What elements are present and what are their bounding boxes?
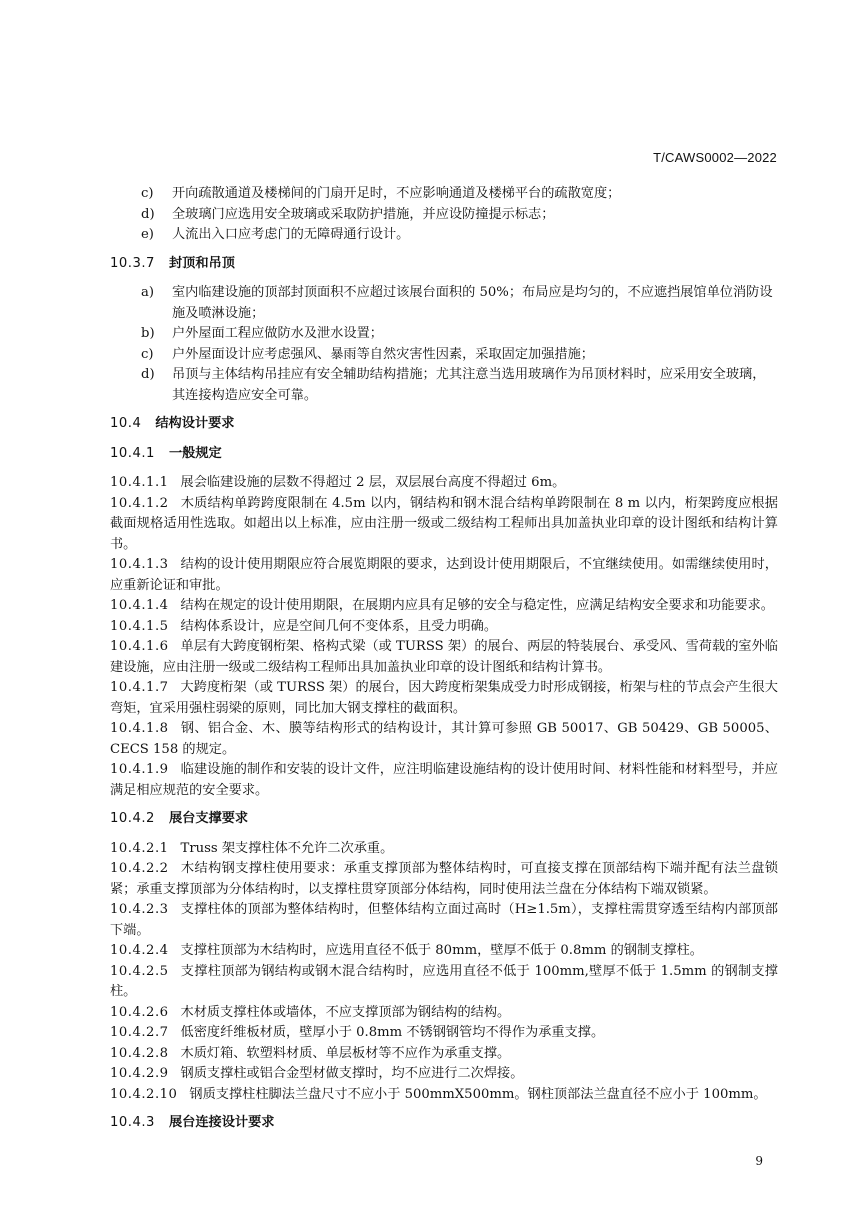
clause-number: 10.4.2.1: [110, 840, 169, 856]
clause-number: 10.4.2.6: [110, 1004, 169, 1020]
clause-paragraph: [110, 596, 778, 617]
list-item: [141, 365, 778, 406]
clause-paragraph: [110, 1085, 778, 1106]
clause-text: 木结构钢支撑柱使用要求：承重支撑顶部为整体结构时，可直接支撑在顶部结构下端并配有法兰盘锁紧；承重支撑顶部为分体结构时，以支撑柱贯穿顶部分体结构，同时使用法兰盘在分体结构下端双锁紧。: [110, 861, 778, 897]
clause-text: 支撑柱体的顶部为整体结构时，但整体结构立面过高时（H≥1.5m），支撑柱需贯穿透至结构内部顶部下端。: [110, 902, 778, 938]
clause-paragraph: [110, 900, 778, 941]
section-number: 10.4.1: [110, 445, 155, 461]
section-heading-10-4-2: [110, 809, 778, 830]
list-marker: c): [141, 186, 154, 201]
clause-number: 10.4.2.4: [110, 943, 169, 958]
clause-paragraph: [110, 941, 778, 962]
clause-paragraph: [110, 494, 778, 556]
list-item: [141, 205, 778, 226]
clause-paragraph: [110, 962, 778, 1003]
list-item-text: 室内临建设施的顶部封顶面积不应超过该展台面积的 50%；布局应是均匀的，不应遮挡展馆单位消防设施及喷淋设施；: [172, 285, 773, 321]
clause-number: 10.4.1.8: [110, 721, 169, 736]
list-item: [141, 345, 778, 366]
section-title: 封顶和吊顶: [168, 255, 235, 271]
section-number: 10.4: [110, 416, 142, 431]
clause-text: 支撑柱顶部为木结构时，应选用直径不低于 80mm，壁厚不低于 0.8mm 的钢制支撑柱。: [180, 943, 703, 958]
list-item: [141, 184, 778, 205]
section-heading-10-4-3: [110, 1113, 778, 1134]
clause-text: 钢、铝合金、木、膜等结构形式的结构设计，其计算可参照 GB 50017、GB 50429、GB 50005、CECS 158 的规定。: [110, 721, 778, 757]
clause-text: 钢质支撑柱或铝合金型材做支撑时，均不应进行二次焊接。: [180, 1066, 524, 1081]
clause-number: 10.4.1.1: [110, 475, 169, 490]
clause-number: 10.4.2.9: [110, 1066, 169, 1081]
clause-paragraph: [110, 1003, 778, 1024]
clause-text: 木质结构单跨跨度限制在 4.5m 以内，钢结构和钢木混合结构单跨限制在 8 m 以内，桁架跨度应根据截面规格适用性选取。如超出以上标准，应由注册一级或二级结构工程师出具加盖执业印章的设计图纸和结构计算书。: [110, 495, 778, 552]
clause-text: 临建设施的制作和安装的设计文件，应注明临建设施结构的设计使用时间、材料性能和材料型号，并应满足相应规范的安全要求。: [110, 762, 778, 798]
body-text: [110, 184, 778, 1143]
clause-number: 10.4.1.9: [110, 762, 169, 777]
clause-number: 10.4.2.3: [110, 902, 169, 917]
clause-text: 低密度纤维板材质，壁厚小于 0.8mm 不锈钢钢管均不得作为承重支撑。: [180, 1025, 605, 1040]
clause-number: 10.4.2.8: [110, 1045, 169, 1061]
clauses-general-rules: [110, 473, 778, 801]
clause-text: 结构的设计使用期限应符合展览期限的要求，达到设计使用期限后，不宜继续使用。如需继续使用时，应重新论证和审批。: [110, 557, 778, 593]
document-code: T/CAWS0002—2022: [653, 150, 777, 165]
clause-paragraph: [110, 473, 778, 494]
list-marker: c): [141, 346, 154, 362]
section-title: 展台支撑要求: [168, 811, 249, 826]
clause-number: 10.4.1.4: [110, 598, 169, 613]
clause-paragraph: [110, 555, 778, 596]
list-door-requirements: [110, 184, 778, 246]
clause-number: 10.4.2.5: [110, 963, 169, 979]
section-title: 结构设计要求: [155, 416, 235, 431]
clause-number: 10.4.1.2: [110, 495, 169, 511]
clause-number: 10.4.2.7: [110, 1025, 169, 1040]
list-item-text: 吊顶与主体结构吊挂应有安全辅助结构措施；尤其注意当选用玻璃作为吊顶材料时，应采用安全玻璃，其连接构造应安全可靠。: [172, 367, 766, 403]
list-marker: d): [141, 367, 155, 382]
clause-text: 结构体系设计，应是空间几何不变体系，且受力明确。: [180, 618, 498, 634]
clause-text: Truss 架支撑柱体不允许二次承重。: [180, 840, 394, 856]
section-number: 10.3.7: [110, 255, 155, 271]
clause-number: 10.4.1.5: [110, 618, 169, 634]
list-item-text: 户外屋面设计应考虑强风、暴雨等自然灾害性因素，采取固定加强措施；: [172, 346, 594, 362]
section-number: 10.4.2: [110, 811, 155, 826]
clauses-booth-support: [110, 839, 778, 1106]
list-item-text: 全玻璃门应选用安全玻璃或采取防护措施，并应设防撞提示标志；: [172, 206, 555, 222]
list-item: [141, 225, 778, 246]
list-item-text: 开向疏散通道及楼梯间的门扇开足时，不应影响通道及楼梯平台的疏散宽度；: [172, 186, 621, 201]
list-ceiling-requirements: [110, 283, 778, 406]
section-heading-10-4-1: [110, 444, 778, 465]
clause-paragraph: [110, 617, 778, 638]
clause-text: 单层有大跨度钢桁架、格构式梁（或 TURSS 架）的展台、两层的特装展台、承受风、雪荷载的室外临建设施，应由注册一级或二级结构工程师出具加盖执业印章的设计图纸和结构计算书。: [110, 639, 778, 675]
list-marker: d): [141, 206, 155, 222]
clause-paragraph: [110, 839, 778, 860]
clause-paragraph: [110, 678, 778, 719]
list-marker: e): [141, 227, 154, 242]
clause-number: 10.4.1.7: [110, 680, 169, 695]
section-number: 10.4.3: [110, 1115, 155, 1130]
list-item-text: 人流出入口应考虑门的无障碍通行设计。: [172, 227, 410, 242]
clause-paragraph: [110, 719, 778, 760]
clause-paragraph: [110, 859, 778, 900]
list-marker: a): [141, 285, 155, 300]
list-marker: b): [141, 326, 155, 341]
clause-number: 10.4.2.2: [110, 861, 169, 876]
section-title: 一般规定: [168, 445, 222, 461]
clause-paragraph: [110, 637, 778, 678]
clause-text: 结构在规定的设计使用期限，在展期内应具有足够的安全与稳定性，应满足结构安全要求和功能要求。: [180, 598, 774, 613]
clause-number: 10.4.2.10: [110, 1086, 178, 1102]
list-item: [141, 283, 778, 324]
section-title: 展台连接设计要求: [168, 1115, 275, 1130]
clause-text: 展会临建设施的层数不得超过 2 层，双层展台高度不得超过 6m。: [180, 475, 566, 490]
clause-text: 钢质支撑柱柱脚法兰盘尺寸不应小于 500mmX500mm。钢柱顶部法兰盘直径不应小于 100mm。: [189, 1086, 767, 1102]
clause-paragraph: [110, 760, 778, 801]
section-heading-10-4: [110, 414, 778, 435]
section-heading-10-3-7: [110, 254, 778, 275]
clause-number: 10.4.1.3: [110, 557, 169, 572]
clause-text: 木质灯箱、软塑料材质、单层板材等不应作为承重支撑。: [180, 1045, 511, 1061]
clause-text: 大跨度桁架（或 TURSS 架）的展台，因大跨度桁架集成受力时形成钢接，桁架与柱的节点会产生很大弯矩，宜采用强柱弱梁的原则，同比加大钢支撑柱的截面积。: [110, 680, 778, 716]
clause-text: 木材质支撑柱体或墙体，不应支撑顶部为钢结构的结构。: [180, 1004, 511, 1020]
clause-number: 10.4.1.6: [110, 639, 169, 654]
list-item: [141, 324, 778, 345]
page-number: 9: [755, 1154, 763, 1168]
clause-paragraph: [110, 1023, 778, 1044]
clause-text: 支撑柱顶部为钢结构或钢木混合结构时，应选用直径不低于 100mm,壁厚不低于 1.5mm 的钢制支撑柱。: [110, 963, 778, 999]
list-item-text: 户外屋面工程应做防水及泄水设置；: [172, 326, 383, 341]
clause-paragraph: [110, 1064, 778, 1085]
clause-paragraph: [110, 1044, 778, 1065]
